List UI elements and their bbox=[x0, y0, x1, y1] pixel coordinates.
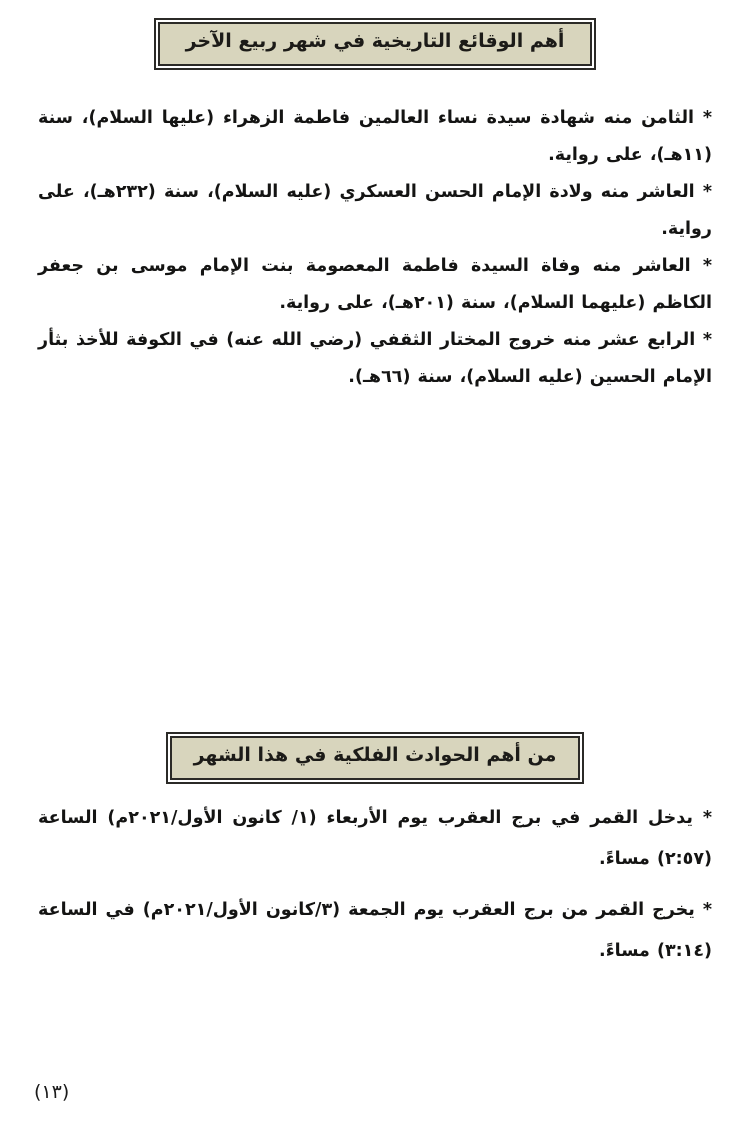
heading-inner-fill bbox=[170, 736, 581, 780]
astronomical-events-heading-text: من أهم الحوادث الفلكية في هذا الشهر bbox=[193, 744, 557, 766]
heading-inner-fill bbox=[158, 22, 593, 66]
historic-event-item-2: * العاشر منه ولادة الإمام الحسن العسكري (عليه السلام)، سنة (٢٣٢هـ)، على رواية. bbox=[38, 182, 712, 239]
historic-events-body bbox=[38, 100, 712, 396]
historic-event-item-3: * العاشر منه وفاة السيدة فاطمة المعصومة بنت الإمام موسى بن جعفر الكاظم (عليهما السلام)، سنة (٢٠١هـ)، على رواية. bbox=[38, 256, 712, 313]
astronomical-events-heading-box bbox=[18, 732, 732, 784]
heading-outer-border bbox=[154, 18, 597, 70]
astronomical-event-item-1: * يدخل القمر في برج العقرب يوم الأربعاء (١/ كانون الأول/٢٠٢١م) الساعة (٢:٥٧) مساءً. bbox=[38, 808, 712, 869]
historic-event-item-1: * الثامن منه شهادة سيدة نساء العالمين فاطمة الزهراء (عليها السلام)، سنة (١١هـ)، على رواية. bbox=[38, 108, 712, 165]
heading-outer-border bbox=[166, 732, 585, 784]
astronomical-event-item-2: * يخرج القمر من برج العقرب يوم الجمعة (٣/كانون الأول/٢٠٢١م) في الساعة (٣:١٤) مساءً. bbox=[38, 900, 712, 961]
astronomical-events-body bbox=[38, 798, 712, 972]
historic-events-heading-text: أهم الوقائع التاريخية في شهر ربيع الآخر bbox=[185, 30, 565, 52]
historic-event-item-4: * الرابع عشر منه خروج المختار الثقفي (رضي الله عنه) في الكوفة للأخذ بثأر الإمام الحسين (عليه السلام)، سنة (٦٦هـ). bbox=[38, 330, 712, 387]
historic-events-heading-box bbox=[18, 18, 732, 70]
page-number: (١٣) bbox=[34, 1081, 70, 1103]
